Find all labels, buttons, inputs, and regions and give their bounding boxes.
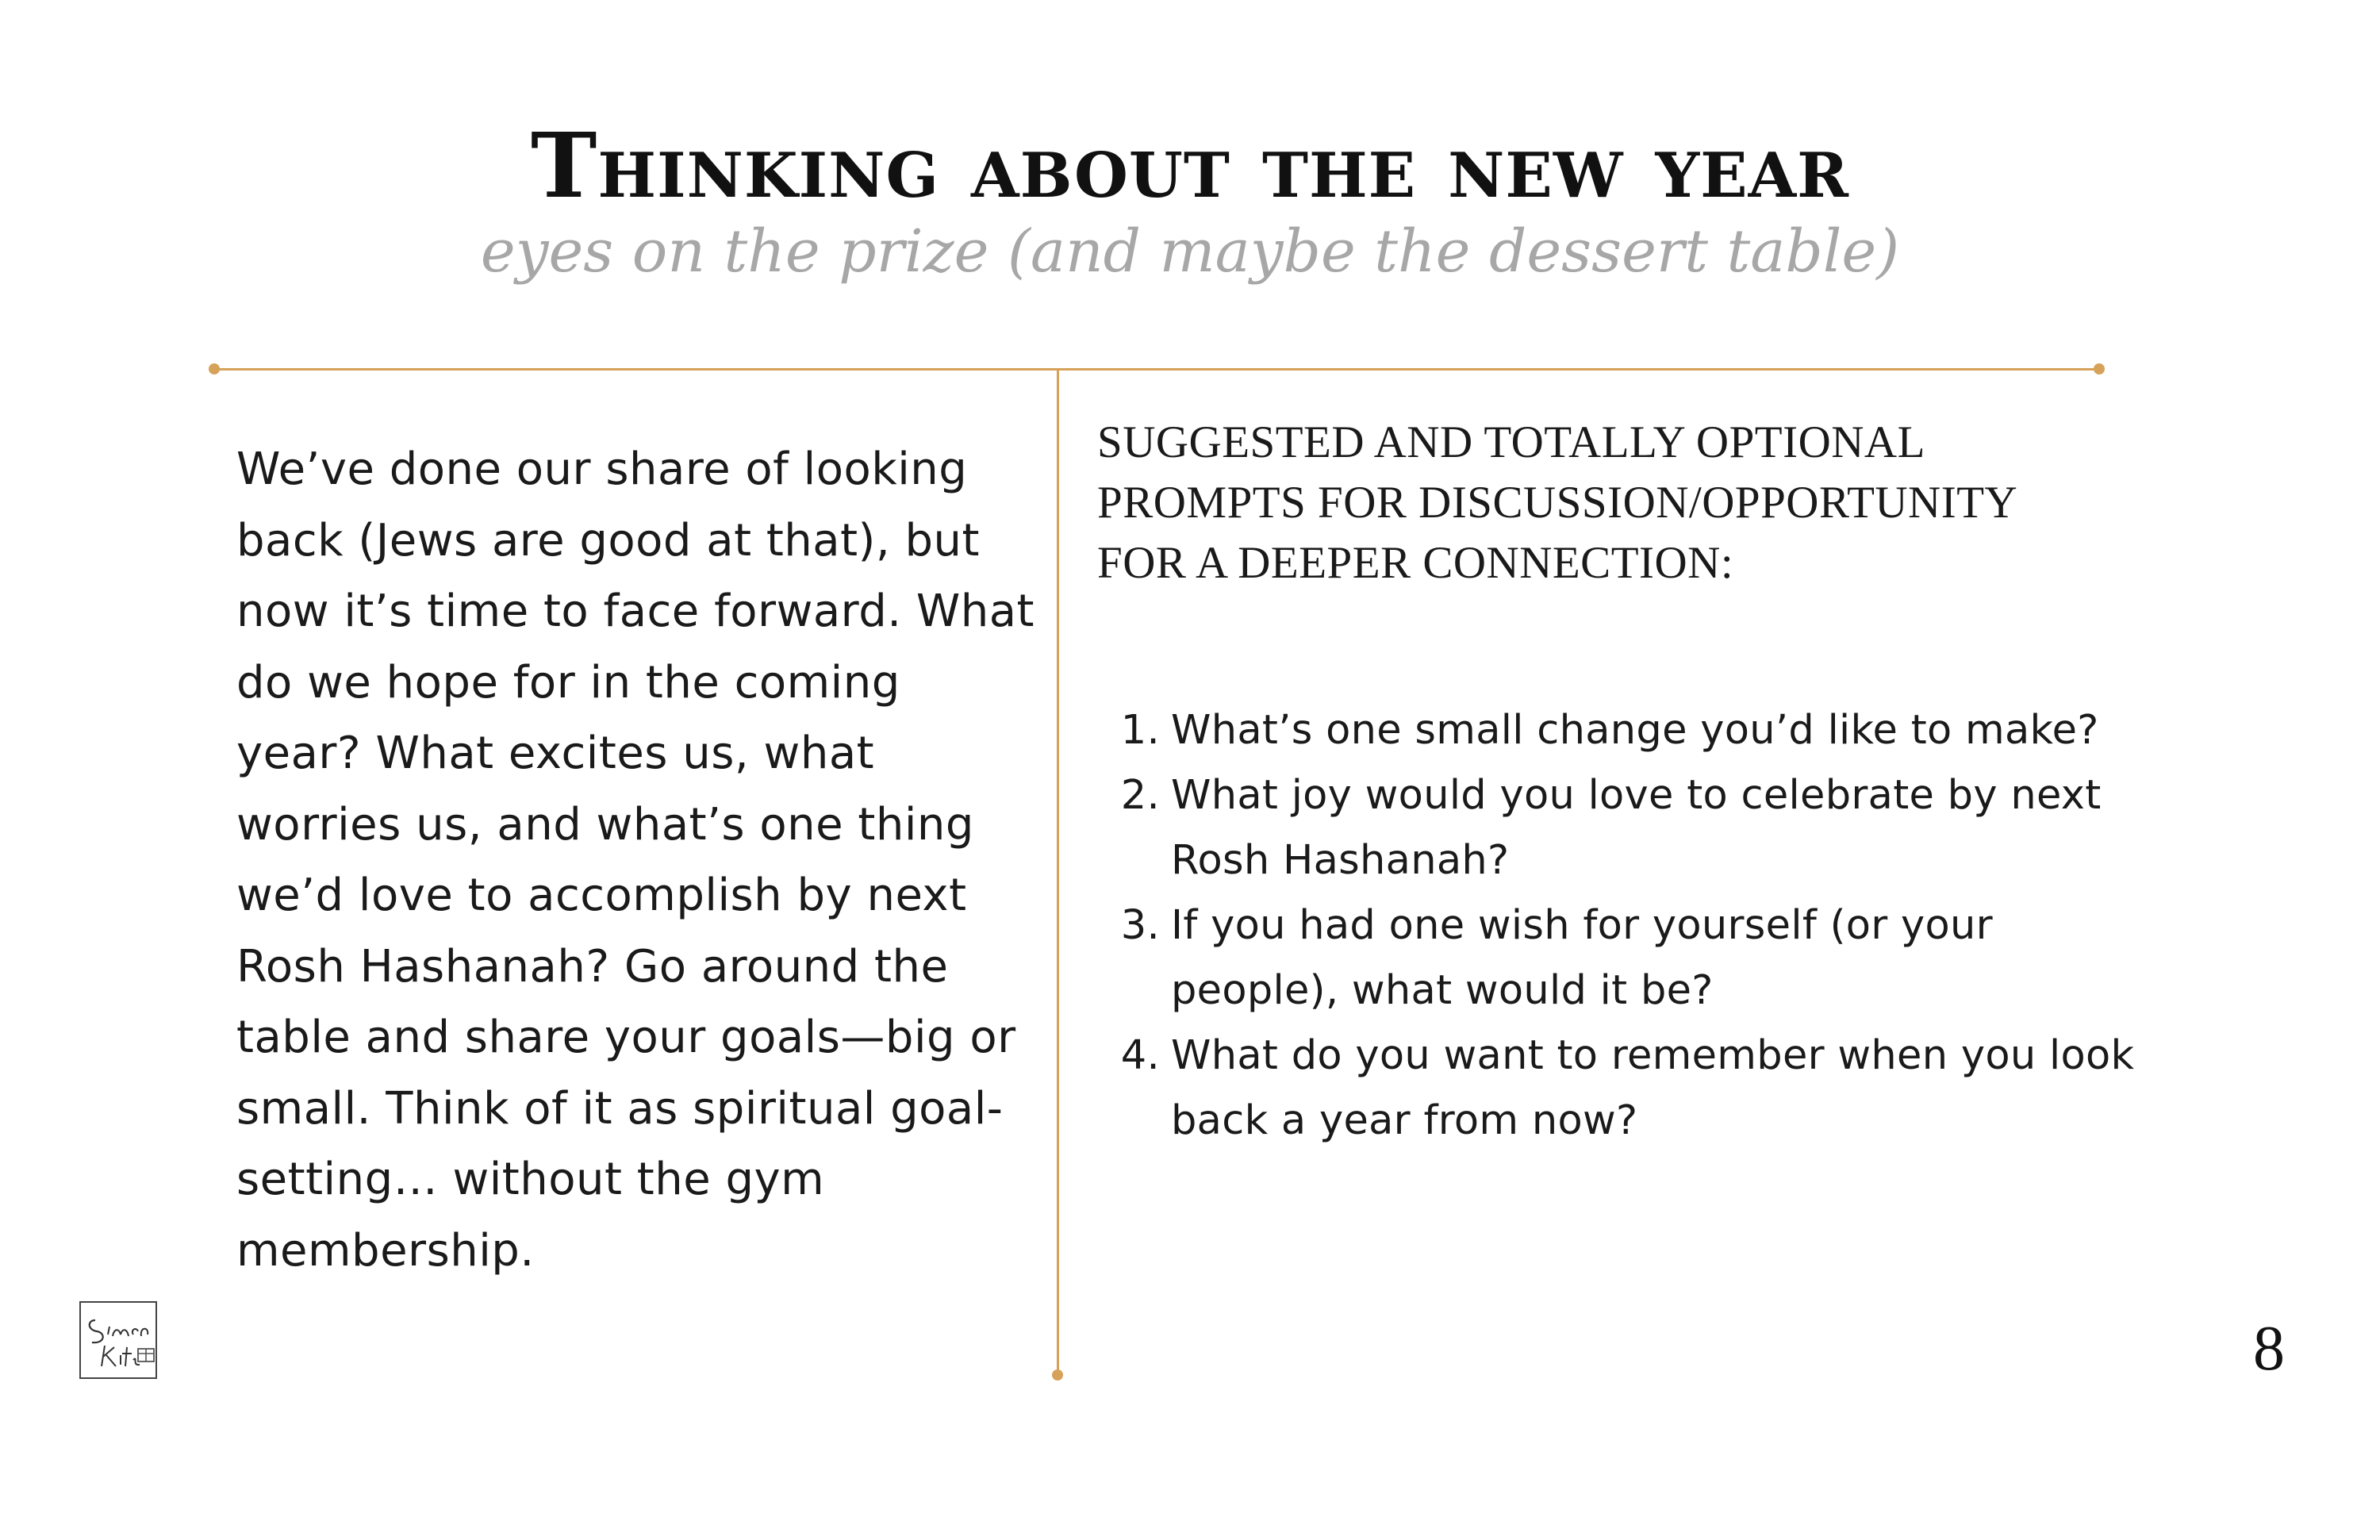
prompts-heading-line: SUGGESTED AND TOTALLY OPTIONAL (1097, 417, 1925, 467)
simcha-kits-logo (79, 1301, 157, 1379)
prompt-item (1120, 698, 2172, 763)
page-title: Thinking about the new year (531, 114, 1849, 218)
divider-dot-left (209, 363, 220, 374)
prompt-text: What do you want to remember when you look back a year from now? (1171, 1032, 2135, 1144)
logo-script-icon (81, 1303, 159, 1381)
prompts-heading-line: PROMPTS FOR DISCUSSION/OPPORTUNITY (1097, 478, 2018, 528)
divider-dot-bottom (1052, 1369, 1063, 1381)
divider-dot-right (2094, 363, 2105, 374)
prompt-number: 3. (1120, 902, 1160, 949)
prompt-text: What joy would you love to celebrate by next Rosh Hashanah? (1171, 772, 2102, 884)
page-subtitle: eyes on the prize (and maybe the dessert table) (480, 217, 1900, 286)
prompt-item (1120, 1023, 2172, 1154)
page-number: 8 (2253, 1314, 2285, 1384)
vertical-divider (1057, 370, 1059, 1377)
prompt-item (1120, 893, 2172, 1023)
prompt-text: What’s one small change you’d like to make? (1171, 707, 2099, 754)
prompt-item (1120, 763, 2172, 893)
intro-paragraph: We’ve done our share of looking back (Jews are good at that), but now it’s time to face forward. What do we hope for in the coming year? What excites us, what worries us, and what’s one thing we’d love to accomplish by next Rosh Hashanah? Go around the table and share your goals—big or small. Think of it as spiritual goal-setting… without the gym membership. (236, 444, 1035, 1277)
prompt-number: 4. (1120, 1032, 1160, 1079)
prompts-heading-line: FOR A DEEPER CONNECTION: (1097, 538, 1734, 588)
prompts-heading (1097, 413, 2049, 593)
prompt-number: 2. (1120, 772, 1160, 819)
prompt-list (1120, 698, 2172, 1154)
horizontal-divider (214, 368, 2099, 371)
prompt-number: 1. (1120, 707, 1160, 754)
prompt-text: If you had one wish for yourself (or your people), what would it be? (1171, 902, 1993, 1014)
